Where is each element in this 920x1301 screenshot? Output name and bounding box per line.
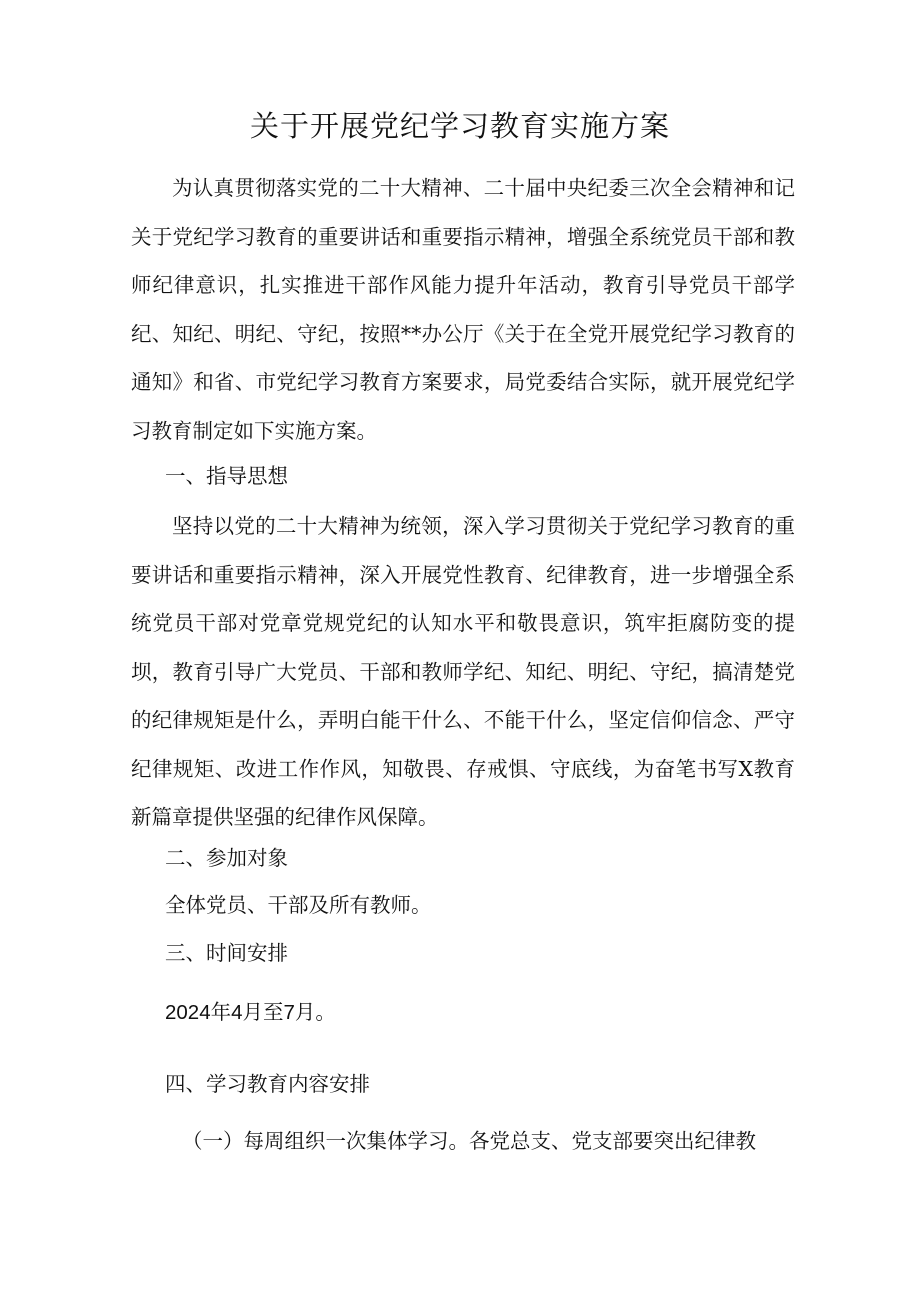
content-arrangement-item-1: （一）每周组织一次集体学习。各党总支、党支部要突出纪律教 <box>182 1129 756 1153</box>
section-heading-schedule: 三、时间安排 <box>165 941 288 965</box>
schedule-text: 2024年4月至7月。 <box>165 1001 336 1024</box>
guiding-ideology-paragraph: 坚持以党的二十大精神为统领，深入学习贯彻关于党纪学习教育的重要讲话和重要指示精神，深入开展党性教育、纪律教育，进一步增强全系统党员干部对党章党规党纪的认知水平和敬畏意识，筑牢拒腐防变的提坝，教育引导广大党员、干部和教师学纪、知纪、明纪、守纪，搞清楚党的纪律规矩是什么，弄明白能干什么、不能干什么，坚定信仰信念、严守纪律规矩、改进工作作风，知敬畏、存戒惧、守底线，为奋笔书写X教育新篇章提供坚强的纪律作风保障。 <box>131 514 795 829</box>
section-heading-guiding-ideology: 一、指导思想 <box>165 464 288 488</box>
document-title: 关于开展党纪学习教育实施方案 <box>249 109 670 143</box>
section-heading-content-arrangement: 四、学习教育内容安排 <box>165 1072 370 1096</box>
intro-paragraph: 为认真贯彻落实党的二十大精神、二十届中央纪委三次全会精神和记关于党纪学习教育的重要讲话和重要指示精神，增强全系统党员干部和教师纪律意识，扎实推进干部作风能力提升年活动，教育引导党员干部学纪、知纪、明纪、守纪，按照**办公厅《关于在全党开展党纪学习教育的通知》和省、市党纪学习教育方案要求，局党委结合实际，就开展党纪学习教育制定如下实施方案。 <box>131 176 795 443</box>
participants-text: 全体党员、干部及所有教师。 <box>165 893 432 917</box>
section-heading-participants: 二、参加对象 <box>165 846 288 870</box>
